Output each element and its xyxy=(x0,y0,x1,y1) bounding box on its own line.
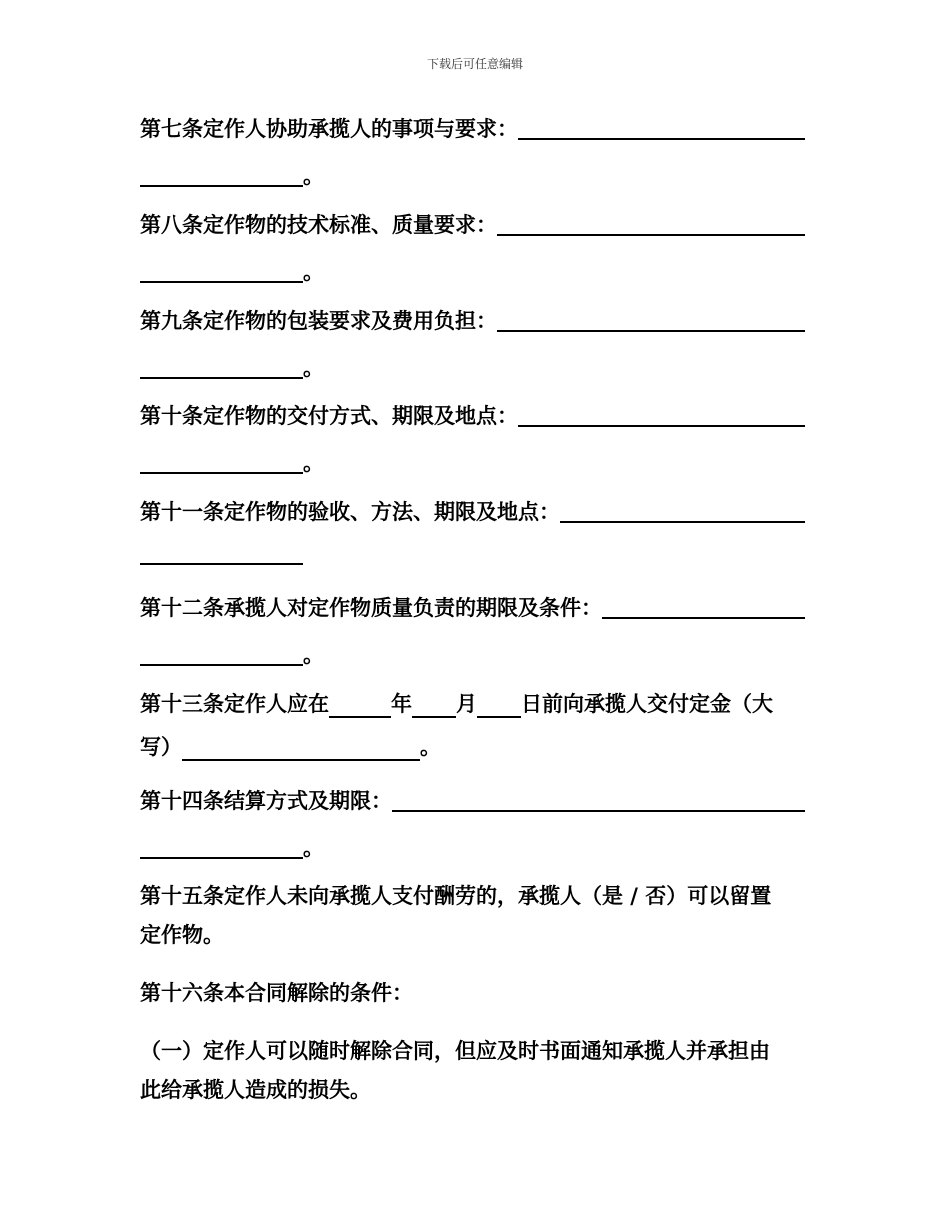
article-16 xyxy=(140,977,805,1007)
article-15-line-2: 定作物。 xyxy=(140,922,224,947)
article-13 xyxy=(140,688,805,761)
article-13-text-1: 第十三条定作人应在 xyxy=(140,691,329,716)
article-13-end: 。 xyxy=(420,734,441,759)
article-9 xyxy=(140,305,805,382)
article-8 xyxy=(140,209,805,286)
deposit-amount-blank[interactable] xyxy=(182,739,420,761)
article-9-blank-line[interactable] xyxy=(497,310,805,332)
article-11-blank-line-2[interactable] xyxy=(140,543,303,565)
article-10-end: 。 xyxy=(303,450,324,475)
article-8-label: 第八条定作物的技术标准、质量要求： xyxy=(140,212,497,237)
article-13-text-3: 写） xyxy=(140,734,182,759)
article-10-blank-line-2[interactable] xyxy=(140,452,303,474)
article-7 xyxy=(140,113,805,190)
article-7-label: 第七条定作人协助承揽人的事项与要求： xyxy=(140,116,518,141)
article-11-blank-line[interactable] xyxy=(560,501,805,523)
month-blank[interactable] xyxy=(412,696,456,718)
article-15 xyxy=(140,880,805,949)
article-8-blank-line[interactable] xyxy=(497,214,805,236)
article-10-blank-line[interactable] xyxy=(518,405,805,427)
article-12 xyxy=(140,592,805,669)
article-9-blank-line-2[interactable] xyxy=(140,357,303,379)
article-11-label: 第十一条定作物的验收、方法、期限及地点： xyxy=(140,499,560,524)
article-16-label: 第十六条本合同解除的条件： xyxy=(140,980,413,1005)
article-12-end: 。 xyxy=(303,642,324,667)
article-10-label: 第十条定作物的交付方式、期限及地点： xyxy=(140,403,518,428)
article-15-line-1: 第十五条定作人未向承揽人支付酬劳的，承揽人（是 / 否）可以留置 xyxy=(140,883,772,908)
article-14-end: 。 xyxy=(303,835,324,860)
article-7-blank-line[interactable] xyxy=(518,118,805,140)
article-14 xyxy=(140,785,805,862)
article-14-label: 第十四条结算方式及期限： xyxy=(140,788,392,813)
article-7-blank-line-2[interactable] xyxy=(140,165,303,187)
article-14-blank-line[interactable] xyxy=(392,790,805,812)
day-blank[interactable] xyxy=(477,696,521,718)
article-9-end: 。 xyxy=(303,355,324,380)
year-blank[interactable] xyxy=(329,696,391,718)
article-8-blank-line-2[interactable] xyxy=(140,261,303,283)
article-12-blank-line-2[interactable] xyxy=(140,644,303,666)
clause-1 xyxy=(140,1035,805,1104)
article-11 xyxy=(140,496,805,568)
clause-1-line-1: （一）定作人可以随时解除合同，但应及时书面通知承揽人并承担由 xyxy=(140,1038,770,1063)
article-13-text-2: 日前向承揽人交付定金（大 xyxy=(521,691,773,716)
article-14-blank-line-2[interactable] xyxy=(140,837,303,859)
article-12-label: 第十二条承揽人对定作物质量负责的期限及条件： xyxy=(140,595,602,620)
article-9-label: 第九条定作物的包装要求及费用负担： xyxy=(140,308,497,333)
clause-1-line-2: 此给承揽人造成的损失。 xyxy=(140,1077,371,1102)
year-label: 年 xyxy=(391,691,412,716)
article-7-end: 。 xyxy=(303,163,324,188)
article-10 xyxy=(140,400,805,477)
page-header: 下载后可任意编辑 xyxy=(426,57,523,71)
month-label: 月 xyxy=(456,691,477,716)
article-12-blank-line[interactable] xyxy=(602,597,805,619)
article-8-end: 。 xyxy=(303,259,324,284)
